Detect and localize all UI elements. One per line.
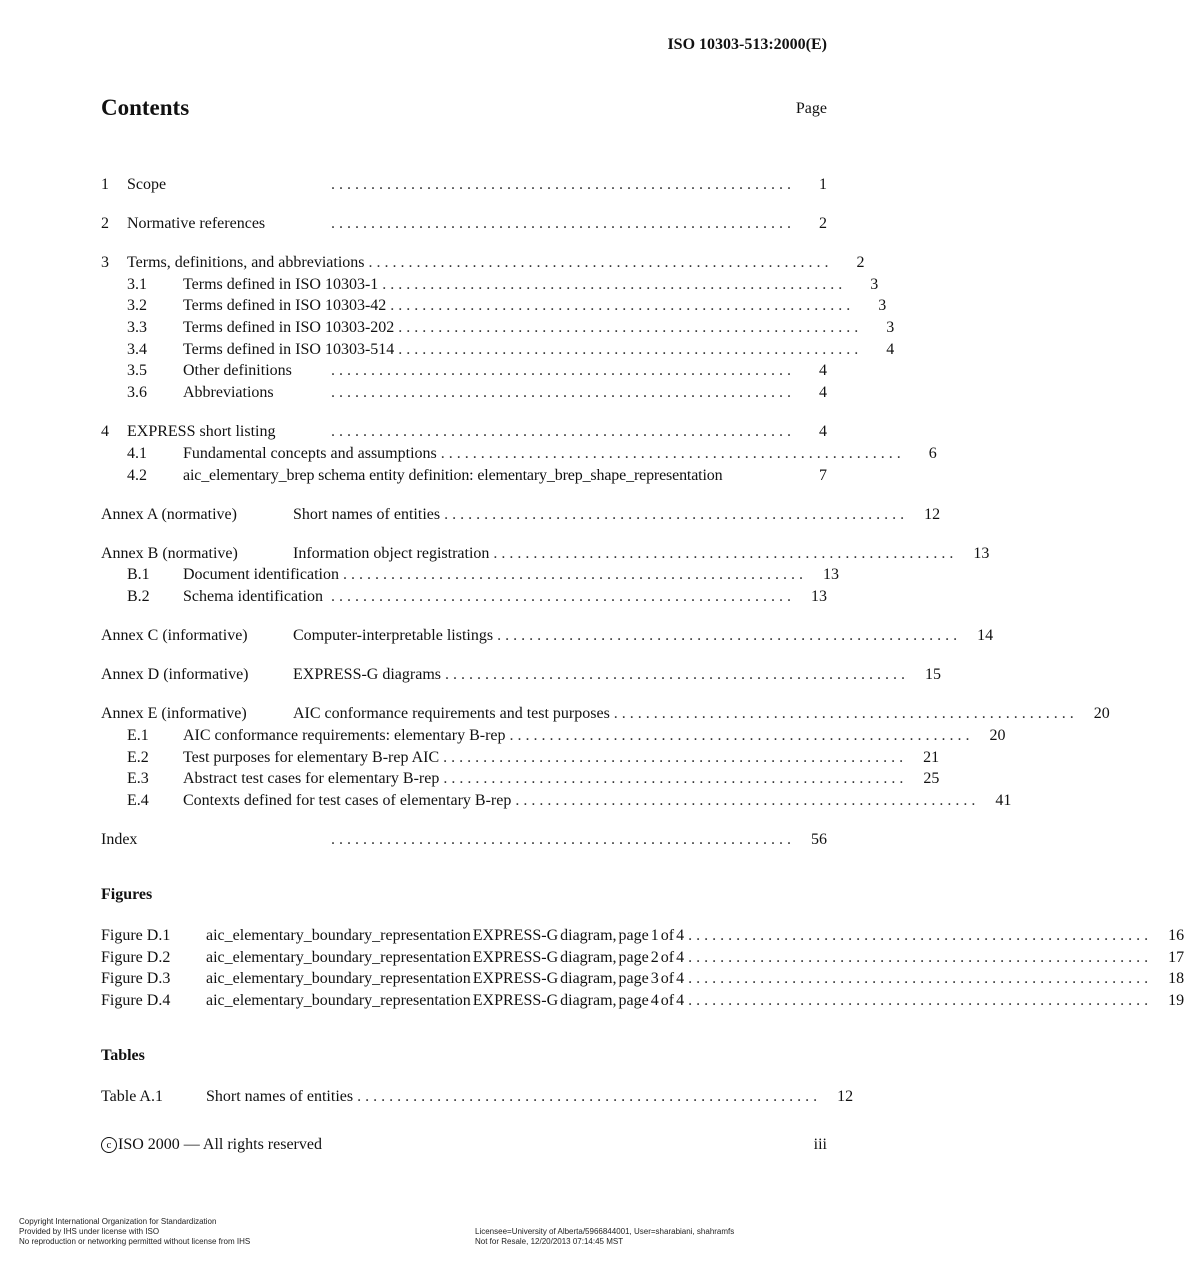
copyright-icon: c xyxy=(101,1137,117,1153)
toc-title: Contexts defined for test cases of elementary B-rep xyxy=(183,792,512,809)
toc-page: 14 xyxy=(977,627,994,644)
toc-entry-e-4[interactable] xyxy=(101,790,1012,812)
toc-page: 6 xyxy=(928,445,937,462)
toc-page: 13 xyxy=(973,545,990,562)
toc-number: B.2 xyxy=(127,588,150,605)
figure-label: Figure D.4 xyxy=(101,992,171,1009)
dot-leader: . . . . . . . . . . . . . . . . . . . . . . . . . . . . . . . . . . . . . . . . . . . . . . . . . . . . . . . . . . xyxy=(440,445,901,462)
figure-label: Figure D.1 xyxy=(101,927,171,944)
dot-leader: . . . . . . . . . . . . . . . . . . . . . . . . . . . . . . . . . . . . . . . . . . . . . . . . . . . . . . . . . . xyxy=(331,362,791,379)
toc-entry-3-1[interactable] xyxy=(101,274,879,296)
toc-title: Normative references xyxy=(127,215,266,232)
dot-leader: . . . . . . . . . . . . . . . . . . . . . . . . . . . . . . . . . . . . . . . . . . . . . . . . . . . . . . . . . . xyxy=(331,423,791,440)
page-column-label: Page xyxy=(795,100,827,117)
toc-title: Terms defined in ISO 10303-1 xyxy=(183,276,379,293)
toc-page: 4 xyxy=(819,384,827,401)
toc-title: AIC conformance requirements: elementary B-rep xyxy=(183,727,506,744)
toc-entry-annex-b[interactable] xyxy=(101,543,990,565)
dot-leader: . . . . . . . . . . . . . . . . . . . . . . . . . . . . . . . . . . . . . . . . . . . . . . . . . . . . . . . . . . xyxy=(331,215,791,232)
figures-heading: Figures xyxy=(101,886,153,903)
dot-leader: . . . . . . . . . . . . . . . . . . . . . . . . . . . . . . . . . . . . . . . . . . . . . . . . . . . . . . . . . . xyxy=(444,506,905,523)
dot-leader: . . . . . . . . . . . . . . . . . . . . . . . . . . . . . . . . . . . . . . . . . . . . . . . . . . . . . . . . . . xyxy=(331,176,791,193)
toc-entry-annex-d[interactable] xyxy=(101,664,941,686)
toc-title: Terms defined in ISO 10303-42 xyxy=(183,297,387,314)
toc-page: 3 xyxy=(878,297,887,314)
licensee-line: Licensee=University of Alberta/5966844001, User=sharabiani, shahramfs xyxy=(475,1227,735,1236)
toc-entry-3-6[interactable] xyxy=(101,382,827,404)
toc-title: Abstract test cases for elementary B-rep xyxy=(183,770,440,787)
dot-leader: . . . . . . . . . . . . . . . . . . . . . . . . . . . . . . . . . . . . . . . . . . . . . . . . . . . . . . . . . . xyxy=(445,666,905,683)
dot-leader: . . . . . . . . . . . . . . . . . . . . . . . . . . . . . . . . . . . . . . . . . . . . . . . . . . . . . . . . . . xyxy=(368,254,829,271)
toc-title: Terms, definitions, and abbreviations xyxy=(127,254,365,271)
dot-leader: . . . . . . . . . . . . . . . . . . . . . . . . . . . . . . . . . . . . . . . . . . . . . . . . . . . . . . . . . . xyxy=(443,749,904,766)
dot-leader: . . . . . . . . . . . . . . . . . . . . . . . . . . . . . . . . . . . . . . . . . . . . . . . . . . . . . . . . . . xyxy=(382,276,843,293)
toc-title: Document identification xyxy=(183,566,339,583)
dot-leader: . . . . . . . . . . . . . . . . . . . . . . . . . . . . . . . . . . . . . . . . . . . . . . . . . . . . . . . . . . xyxy=(688,970,1149,987)
copyright-text: ISO 2000 — All rights reserved xyxy=(118,1136,322,1153)
toc-entry-4-1[interactable] xyxy=(101,443,937,465)
license-line: Copyright International Organization for Standardization xyxy=(19,1217,217,1226)
toc-number: 1 xyxy=(101,176,109,193)
toc-entry-express-short-listing[interactable] xyxy=(101,421,827,443)
toc-entry-annex-e[interactable] xyxy=(101,703,1110,725)
toc-number: 3.4 xyxy=(127,341,147,358)
toc-title: Information object registration xyxy=(293,545,490,562)
toc-entry-3-5[interactable] xyxy=(101,360,827,382)
toc-title: aic_elementary_brep schema entity definition: elementary_brep_shape_representation xyxy=(183,467,723,484)
dot-leader: . . . . . . . . . . . . . . . . . . . . . . . . . . . . . . . . . . . . . . . . . . . . . . . . . . . . . . . . . . xyxy=(613,705,1074,722)
dot-leader: . . . . . . . . . . . . . . . . . . . . . . . . . . . . . . . . . . . . . . . . . . . . . . . . . . . . . . . . . . xyxy=(331,384,791,401)
toc-page: 1 xyxy=(819,176,827,193)
toc-title: EXPRESS short listing xyxy=(127,423,276,440)
toc-number: 3.2 xyxy=(127,297,147,314)
toc-number: 4.2 xyxy=(127,467,147,484)
toc-page: 25 xyxy=(923,770,940,787)
toc-annex-label: Annex B (normative) xyxy=(101,545,238,562)
toc-title: Terms defined in ISO 10303-514 xyxy=(183,341,395,358)
toc-entry-4-2[interactable] xyxy=(101,465,827,487)
toc-page: 13 xyxy=(811,588,827,605)
dot-leader: . . . . . . . . . . . . . . . . . . . . . . . . . . . . . . . . . . . . . . . . . . . . . . . . . . . . . . . . . . xyxy=(509,727,970,744)
license-footer-left xyxy=(19,1217,250,1247)
toc-entry-index[interactable] xyxy=(101,829,827,851)
toc-title: Terms defined in ISO 10303-202 xyxy=(183,319,395,336)
figure-label: Figure D.3 xyxy=(101,970,171,987)
dot-leader: . . . . . . . . . . . . . . . . . . . . . . . . . . . . . . . . . . . . . . . . . . . . . . . . . . . . . . . . . . xyxy=(331,588,791,605)
figure-title: aic_elementary_boundary_representation EXPRESS-G diagram, page 3 of 4 xyxy=(206,970,685,987)
toc-page: 7 xyxy=(819,467,827,484)
toc-page: 4 xyxy=(819,362,827,379)
figure-title: aic_elementary_boundary_representation EXPRESS-G diagram, page 1 of 4 xyxy=(206,927,685,944)
toc-page: 3 xyxy=(870,276,879,293)
toc-page: 41 xyxy=(995,792,1012,809)
copyright-notice xyxy=(101,1136,322,1154)
toc-title: Scope xyxy=(127,176,167,193)
toc-number: 4.1 xyxy=(127,445,147,462)
dot-leader: . . . . . . . . . . . . . . . . . . . . . . . . . . . . . . . . . . . . . . . . . . . . . . . . . . . . . . . . . . xyxy=(331,831,791,848)
toc-page: 4 xyxy=(886,341,895,358)
toc-page: 2 xyxy=(819,215,827,232)
toc-number: 3 xyxy=(101,254,109,271)
toc-annex-label: Annex D (informative) xyxy=(101,666,249,683)
toc-number: 3.1 xyxy=(127,276,147,293)
figure-title: aic_elementary_boundary_representation EXPRESS-G diagram, page 4 of 4 xyxy=(206,992,685,1009)
figure-entry-d-1[interactable] xyxy=(101,925,1184,947)
toc-entry-scope[interactable] xyxy=(101,174,827,196)
table-entry-a-1[interactable] xyxy=(101,1086,854,1108)
figure-entry-d-3[interactable] xyxy=(101,968,1184,990)
toc-page: 4 xyxy=(819,423,827,440)
figure-page: 16 xyxy=(1168,927,1184,944)
contents-title: Contents xyxy=(101,95,190,120)
toc-page: 20 xyxy=(989,727,1006,744)
toc-entry-e-2[interactable] xyxy=(101,747,940,769)
toc-number: 4 xyxy=(101,423,109,440)
toc-page: 20 xyxy=(1093,705,1110,722)
figure-title: aic_elementary_boundary_representation EXPRESS-G diagram, page 2 of 4 xyxy=(206,949,685,966)
page-number: iii xyxy=(813,1136,827,1153)
toc-title: Abbreviations xyxy=(183,384,274,401)
toc-entry-b-1[interactable] xyxy=(101,564,839,586)
dot-leader: . . . . . . . . . . . . . . . . . . . . . . . . . . . . . . . . . . . . . . . . . . . . . . . . . . . . . . . . . . xyxy=(342,566,803,583)
figure-page: 19 xyxy=(1168,992,1184,1009)
license-line: No reproduction or networking permitted without license from IHS xyxy=(19,1237,251,1246)
toc-title: AIC conformance requirements and test purposes xyxy=(293,705,610,722)
figure-page: 17 xyxy=(1168,949,1184,966)
toc-number: B.1 xyxy=(127,566,150,583)
figure-entry-d-4[interactable] xyxy=(101,990,1184,1012)
license-footer-right xyxy=(475,1227,734,1247)
toc-page: 3 xyxy=(886,319,895,336)
toc-page: 15 xyxy=(925,666,941,683)
figure-entry-d-2[interactable] xyxy=(101,947,1184,969)
dot-leader: . . . . . . . . . . . . . . . . . . . . . . . . . . . . . . . . . . . . . . . . . . . . . . . . . . . . . . . . . . xyxy=(497,627,958,644)
figure-page: 18 xyxy=(1168,970,1184,987)
toc-title: Test purposes for elementary B-rep AIC xyxy=(183,749,440,766)
toc-entry-3-2[interactable] xyxy=(101,295,887,317)
toc-entry-3-4[interactable] xyxy=(101,339,895,361)
toc-entry-b-2[interactable] xyxy=(101,586,827,608)
toc-number: 3.5 xyxy=(127,362,147,379)
dot-leader: . . . . . . . . . . . . . . . . . . . . . . . . . . . . . . . . . . . . . . . . . . . . . . . . . . . . . . . . . . xyxy=(398,341,859,358)
toc-title: Fundamental concepts and assumptions xyxy=(183,445,437,462)
table-title: Short names of entities xyxy=(206,1088,354,1105)
toc-title: Computer-interpretable listings xyxy=(293,627,494,644)
toc-entry-e-3[interactable] xyxy=(101,768,940,790)
toc-entry-e-1[interactable] xyxy=(101,725,1006,747)
license-line: Provided by IHS under license with ISO xyxy=(19,1227,160,1236)
dot-leader: . . . . . . . . . . . . . . . . . . . . . . . . . . . . . . . . . . . . . . . . . . . . . . . . . . . . . . . . . . xyxy=(493,545,954,562)
table-page: 12 xyxy=(837,1088,854,1105)
dot-leader: . . . . . . . . . . . . . . . . . . . . . . . . . . . . . . . . . . . . . . . . . . . . . . . . . . . . . . . . . . xyxy=(390,297,851,314)
toc-number: E.1 xyxy=(127,727,149,744)
document-code: ISO 10303-513:2000(E) xyxy=(667,36,827,53)
toc-annex-label: Annex A (normative) xyxy=(101,506,237,523)
dot-leader: . . . . . . . . . . . . . . . . . . . . . . . . . . . . . . . . . . . . . . . . . . . . . . . . . . . . . . . . . . xyxy=(688,927,1149,944)
toc-annex-label: Annex E (informative) xyxy=(101,705,247,722)
toc-annex-label: Annex C (informative) xyxy=(101,627,248,644)
table-label: Table A.1 xyxy=(101,1088,163,1105)
tables-heading: Tables xyxy=(101,1047,145,1064)
toc-page: 13 xyxy=(822,566,839,583)
dot-leader: . . . . . . . . . . . . . . . . . . . . . . . . . . . . . . . . . . . . . . . . . . . . . . . . . . . . . . . . . . xyxy=(398,319,859,336)
toc-number: 2 xyxy=(101,215,109,232)
toc-entry-annex-c[interactable] xyxy=(101,625,994,647)
figure-label: Figure D.2 xyxy=(101,949,171,966)
toc-entry-annex-a[interactable] xyxy=(101,504,941,526)
dot-leader: . . . . . . . . . . . . . . . . . . . . . . . . . . . . . . . . . . . . . . . . . . . . . . . . . . . . . . . . . . xyxy=(688,949,1149,966)
toc-page: 21 xyxy=(923,749,940,766)
toc-title: Schema identification xyxy=(183,588,323,605)
toc-title: Short names of entities xyxy=(293,506,441,523)
dot-leader: . . . . . . . . . . . . . . . . . . . . . . . . . . . . . . . . . . . . . . . . . . . . . . . . . . . . . . . . . . xyxy=(688,992,1149,1009)
toc-number: E.2 xyxy=(127,749,149,766)
toc-page: 56 xyxy=(811,831,827,848)
toc-number: E.3 xyxy=(127,770,149,787)
toc-entry-3-3[interactable] xyxy=(101,317,895,339)
toc-number: E.4 xyxy=(127,792,149,809)
toc-title: Index xyxy=(101,831,138,848)
toc-number: 3.6 xyxy=(127,384,147,401)
toc-title: EXPRESS-G diagrams xyxy=(293,666,441,683)
toc-page: 2 xyxy=(856,254,865,271)
toc-entry-terms[interactable] xyxy=(101,252,865,274)
toc-number: 3.3 xyxy=(127,319,147,336)
toc-entry-normative-references[interactable] xyxy=(101,213,827,235)
licensee-line: Not for Resale, 12/20/2013 07:14:45 MST xyxy=(475,1237,624,1246)
dot-leader: . . . . . . . . . . . . . . . . . . . . . . . . . . . . . . . . . . . . . . . . . . . . . . . . . . . . . . . . . . xyxy=(515,792,976,809)
toc-title: Other definitions xyxy=(183,362,292,379)
dot-leader: . . . . . . . . . . . . . . . . . . . . . . . . . . . . . . . . . . . . . . . . . . . . . . . . . . . . . . . . . . xyxy=(357,1088,818,1105)
toc-page: 12 xyxy=(924,506,941,523)
dot-leader: . . . . . . . . . . . . . . . . . . . . . . . . . . . . . . . . . . . . . . . . . . . . . . . . . . . . . . . . . . xyxy=(443,770,904,787)
